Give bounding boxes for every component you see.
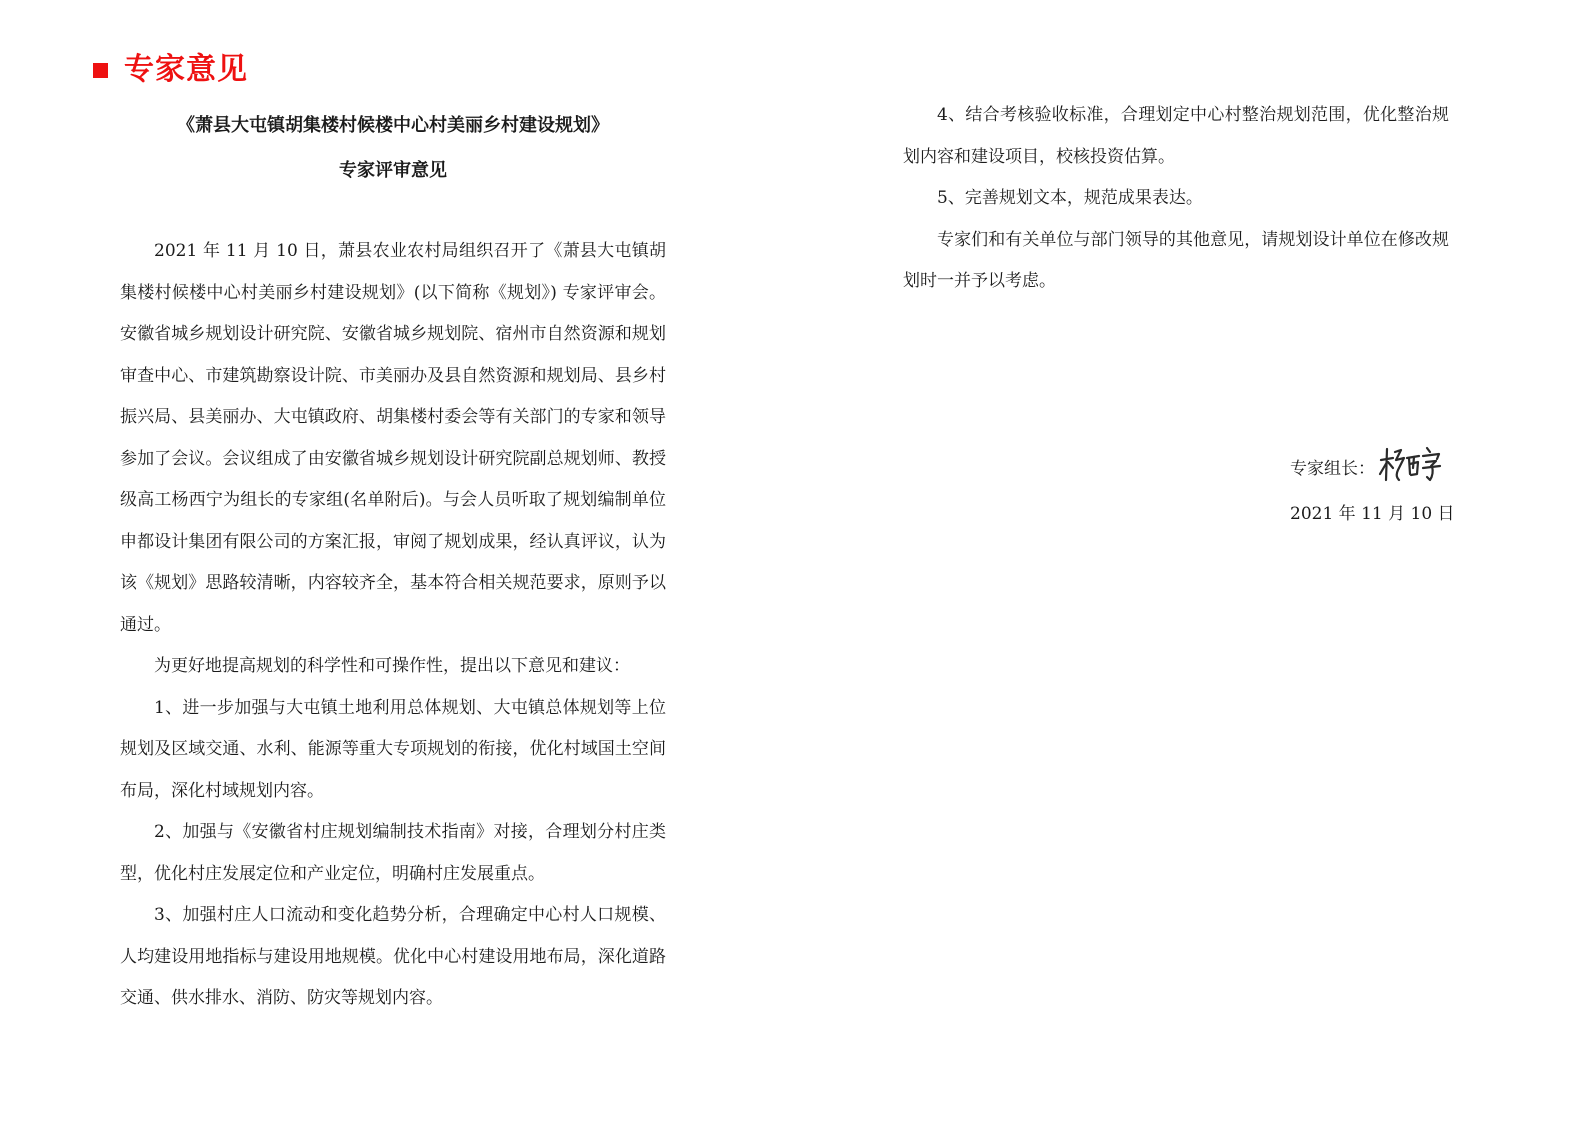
section-title: 专家意见	[124, 52, 248, 87]
signature-line	[1290, 440, 1460, 484]
paragraph-item-1: 1、进一步加强与大屯镇土地利用总体规划、大屯镇总体规划等上位规划及区域交通、水利、能源等重大专项规划的衔接，优化村域国土空间布局，深化村域规划内容。	[120, 697, 666, 801]
signature-block	[1290, 440, 1460, 526]
paragraph-closing: 专家们和有关单位与部门领导的其他意见，请规划设计单位在修改规划时一并予以考虑。	[903, 229, 1449, 291]
signature-date: 2021 年 11 月 10 日	[1290, 504, 1455, 524]
paragraph-item-4: 4、结合考核验收标准，合理划定中心村整治规划范围，优化整治规划内容和建设项目，校核投资估算。	[903, 105, 1449, 167]
paragraph-item-2: 2、加强与《安徽省村庄规划编制技术指南》对接，合理划分村庄类型，优化村庄发展定位和产业定位，明确村庄发展重点。	[120, 822, 666, 884]
paragraph-lead: 为更好地提高规划的科学性和可操作性，提出以下意见和建议：	[154, 656, 630, 676]
paragraph-item-5: 5、完善规划文本，规范成果表达。	[937, 188, 1203, 208]
paragraph-item-3: 3、加强村庄人口流动和变化趋势分析，合理确定中心村人口规模、人均建设用地指标与建设用地规模。优化中心村建设用地布局，深化道路交通、供水排水、消防、防灾等规划内容。	[120, 905, 666, 1008]
signature-label: 专家组长：	[1290, 459, 1375, 479]
paragraph-intro: 2021 年 11 月 10 日，萧县农业农村局组织召开了《萧县大屯镇胡集楼村候楼中心村美丽乡村建设规划》(以下简称《规划》) 专家评审会。安徽省城乡规划设计研究院、安徽省城乡规划院、宿州市自然资源和规划审查中心、市建筑勘察设计院、市美丽办及县自然资源和规划局、县乡村振兴局、县美丽办、大屯镇政府、胡集楼村委会等有关部门的专家和领导参加了会议。会议组成了由安徽省城乡规划设计研究院副总规划师、教授级高工杨西宁为组长的专家组(名单附后)。与会人员听取了规划编制单位申都设计集团有限公司的方案汇报，审阅了规划成果，经认真评议，认为该《规划》思路较清晰，内容较齐全，基本符合相关规范要求，原则予以通过。	[120, 241, 666, 635]
document-subtitle: 专家评审意见	[339, 160, 447, 181]
section-header	[93, 50, 248, 90]
document-title: 《萧县大屯镇胡集楼村候楼中心村美丽乡村建设规划》	[177, 115, 609, 136]
left-column	[120, 231, 666, 1020]
right-column	[903, 95, 1449, 303]
red-square-bullet-icon	[93, 63, 108, 78]
handwritten-signature	[1377, 444, 1443, 484]
